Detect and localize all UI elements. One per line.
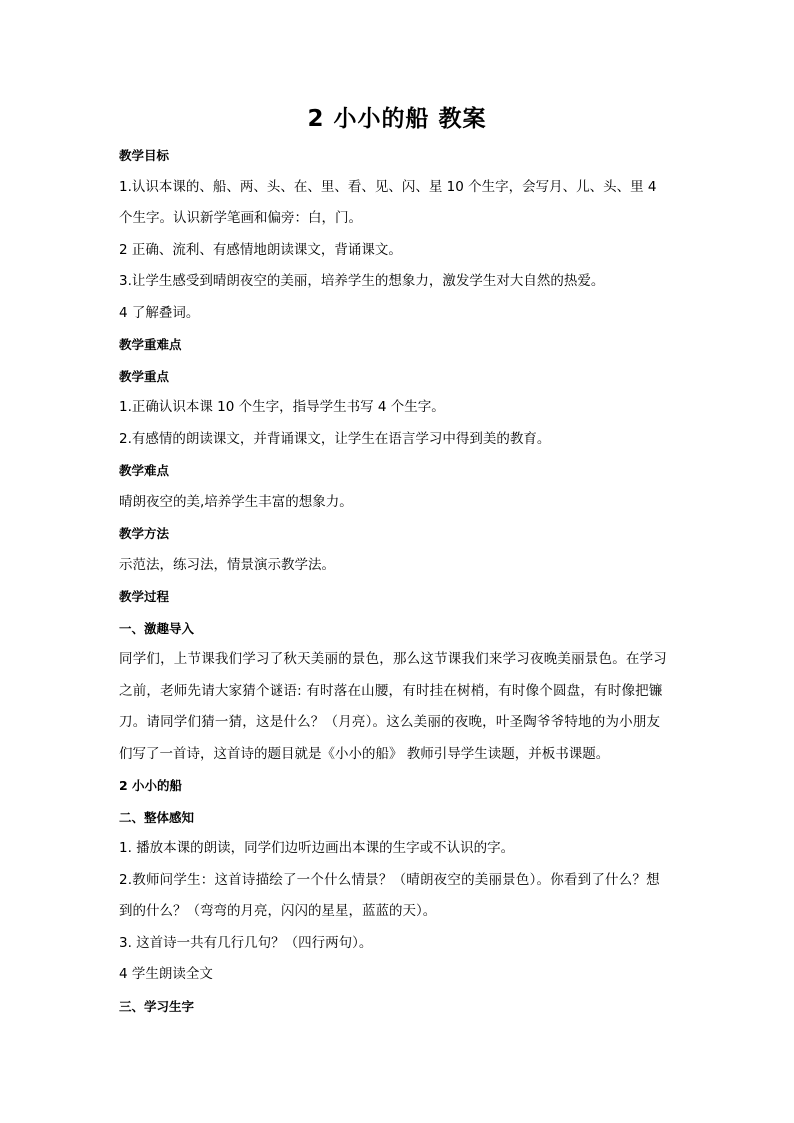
- paragraph-line: 2 正确、流利、有感情地朗读课文，背诵课文。: [119, 241, 402, 258]
- heading-section-3: 三、学习生字: [119, 998, 195, 1014]
- paragraph-line: 到的什么？（弯弯的月亮，闪闪的星星，蓝蓝的天）。: [119, 903, 437, 919]
- paragraph-line: 3. 这首诗一共有几行几句？（四行两句）。: [119, 934, 373, 951]
- heading-teaching-goals: 教学目标: [119, 148, 170, 163]
- paragraph-line: 2.有感情的朗读课文，并背诵课文，让学生在语言学习中得到美的教育。: [119, 430, 551, 447]
- heading-section-1: 一、激趣导入: [119, 620, 195, 636]
- document-title: 2 小小的船 教案: [307, 106, 487, 132]
- heading-key-points: 教学重点: [119, 368, 170, 384]
- paragraph-line: 2.教师问学生：这首诗描绘了一个什么情景？（晴朗夜空的美丽景色）。你看到了什么？想: [119, 871, 660, 888]
- paragraph-line: 之前，老师先请大家猜个谜语: 有时落在山腰，有时挂在树梢，有时像个圆盘，有时像把镰: [119, 682, 663, 699]
- heading-teaching-process: 教学过程: [119, 589, 170, 604]
- heading-lesson-title: 2 小小的船: [119, 778, 183, 793]
- paragraph-line: 1.认识本课的、船、两、头、在、里、看、见、闪、星 10 个生字，会写月、儿、头、里 4: [119, 178, 657, 195]
- paragraph-line: 4 学生朗读全文: [119, 966, 213, 982]
- heading-teaching-methods: 教学方法: [119, 526, 170, 541]
- paragraph-line: 们写了一首诗，这首诗的题目就是《小小的船》 教师引导学生读题，并板书课题。: [119, 745, 610, 762]
- paragraph-line: 4 了解叠词。: [119, 304, 200, 321]
- paragraph-line: 同学们，上节课我们学习了秋天美丽的景色，那么这节课我们来学习夜晚美丽景色。在学习: [119, 651, 667, 667]
- paragraph-line: 晴朗夜空的美,培养学生丰富的想象力。: [119, 493, 353, 510]
- paragraph-line: 示范法，练习法，情景演示教学法。: [119, 556, 335, 573]
- paragraph-line: 1.正确认识本课 10 个生字，指导学生书写 4 个生字。: [119, 399, 445, 415]
- paragraph-line: 1. 播放本课的朗读，同学们边听边画出本课的生字或不认识的字。: [119, 840, 515, 856]
- paragraph-line: 刀。请同学们猜一猜，这是什么？（月亮）。这么美丽的夜晚，叶圣陶爷爷特地的为小朋友: [119, 714, 661, 730]
- heading-section-2: 二、整体感知: [119, 809, 195, 825]
- heading-key-difficult-points: 教学重难点: [119, 337, 182, 352]
- heading-difficult-points: 教学难点: [119, 463, 170, 478]
- document-body: [119, 140, 679, 1022]
- paragraph-line: 个生字。认识新学笔画和偏旁：白，门。: [119, 210, 362, 226]
- paragraph-line: 3.让学生感受到晴朗夜空的美丽，培养学生的想象力，激发学生对大自然的热爱。: [119, 273, 605, 289]
